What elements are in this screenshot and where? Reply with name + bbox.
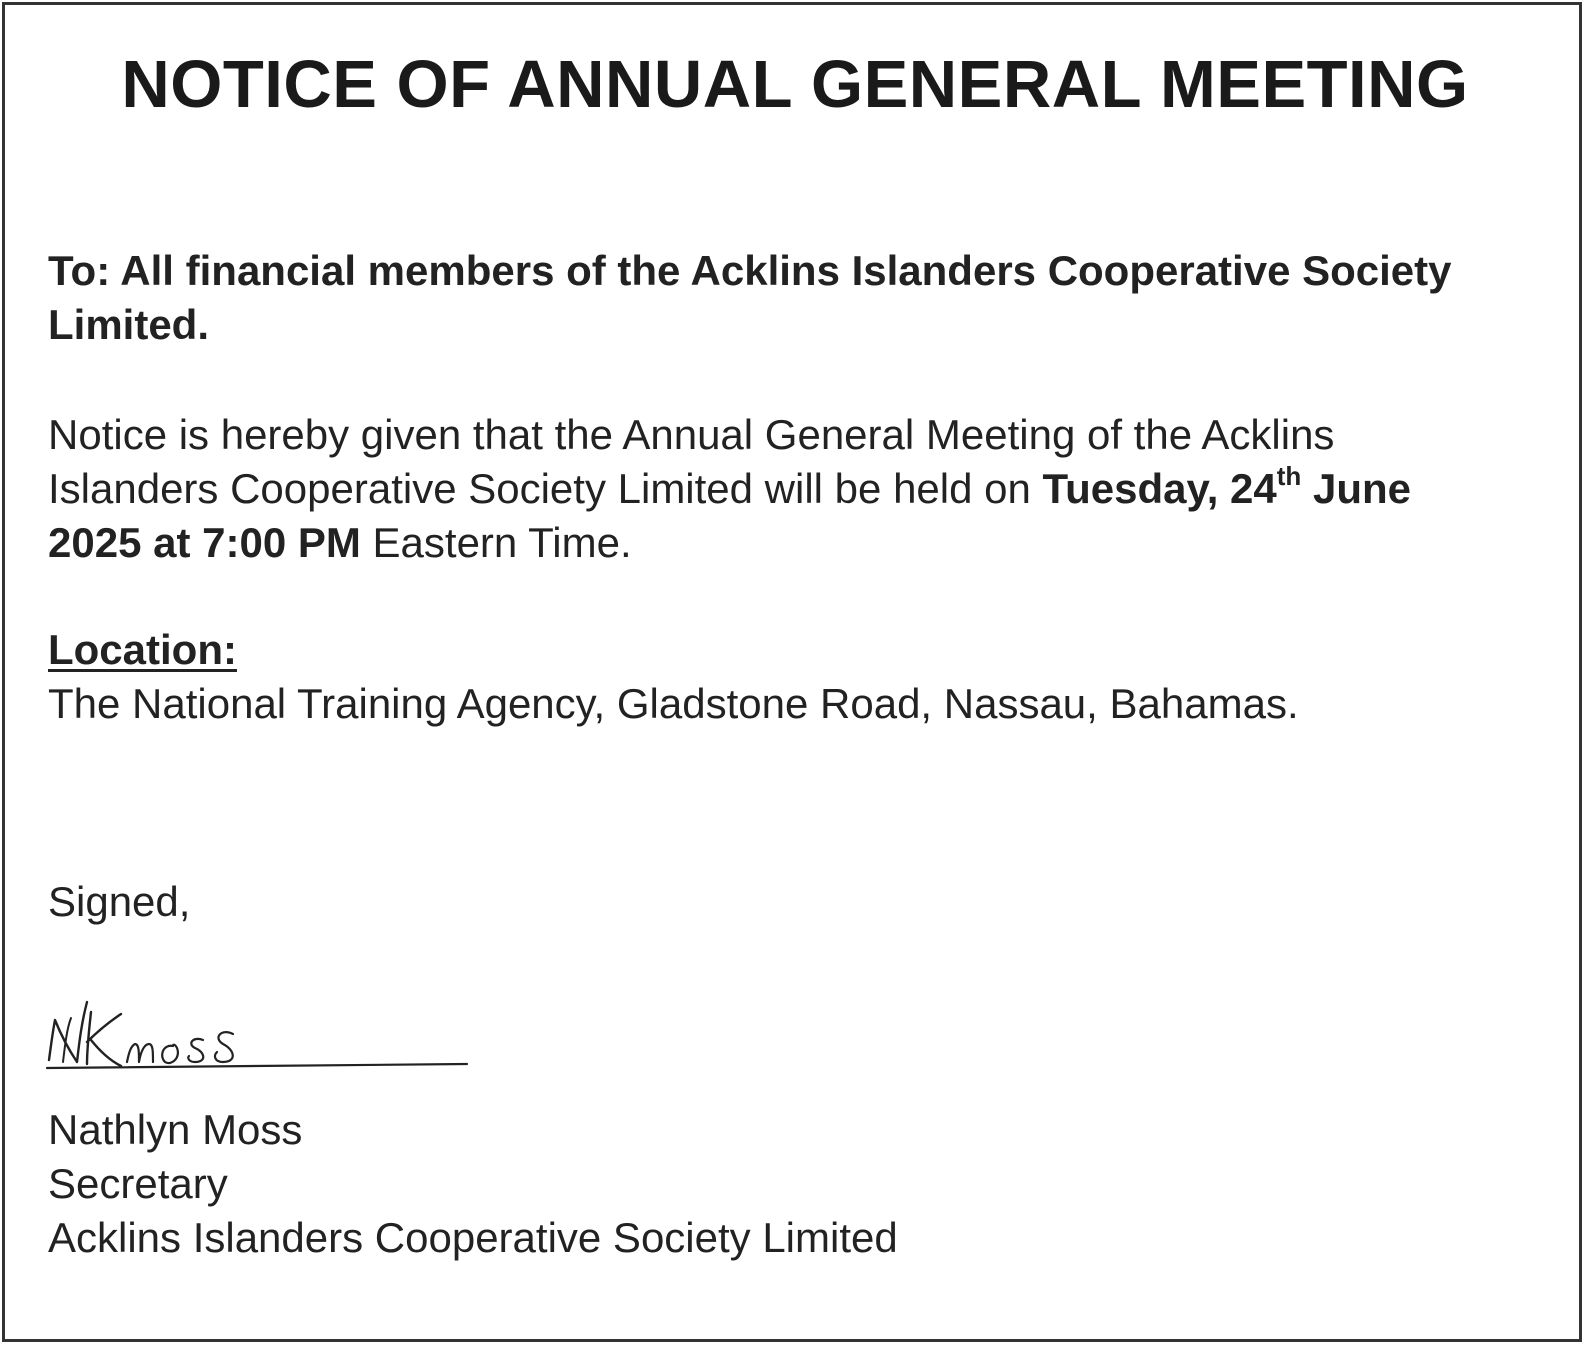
notice-frame <box>2 2 1582 1342</box>
location-heading: Location: <box>48 626 237 673</box>
notice-title: NOTICE OF ANNUAL GENERAL MEETING <box>121 47 1469 122</box>
meeting-date-suffix: th <box>1276 460 1302 491</box>
notice-intro-text: Notice is hereby given that the Annual General Meeting of the Acklins Islanders Cooperative Society Limited will be held on <box>48 411 1335 512</box>
signed-label: Signed, <box>48 878 191 925</box>
recipient-line: To: All financial members of the Acklins Islanders Cooperative Society Limited. <box>48 247 1452 348</box>
signatory-role: Secretary <box>48 1160 228 1207</box>
meeting-date-day: Tuesday, 24 <box>1042 465 1277 512</box>
meeting-date-time: June 2025 at 7:00 PM <box>48 465 1412 566</box>
location-address: The National Training Agency, Gladstone Road, Nassau, Bahamas. <box>48 680 1299 727</box>
meeting-notice-paragraph <box>48 408 1508 570</box>
signatory-organization: Acklins Islanders Cooperative Society Limited <box>48 1214 898 1261</box>
signatory-name: Nathlyn Moss <box>48 1106 303 1153</box>
signature-image <box>43 990 473 1080</box>
notice-outro-text: Eastern Time. <box>360 519 632 566</box>
